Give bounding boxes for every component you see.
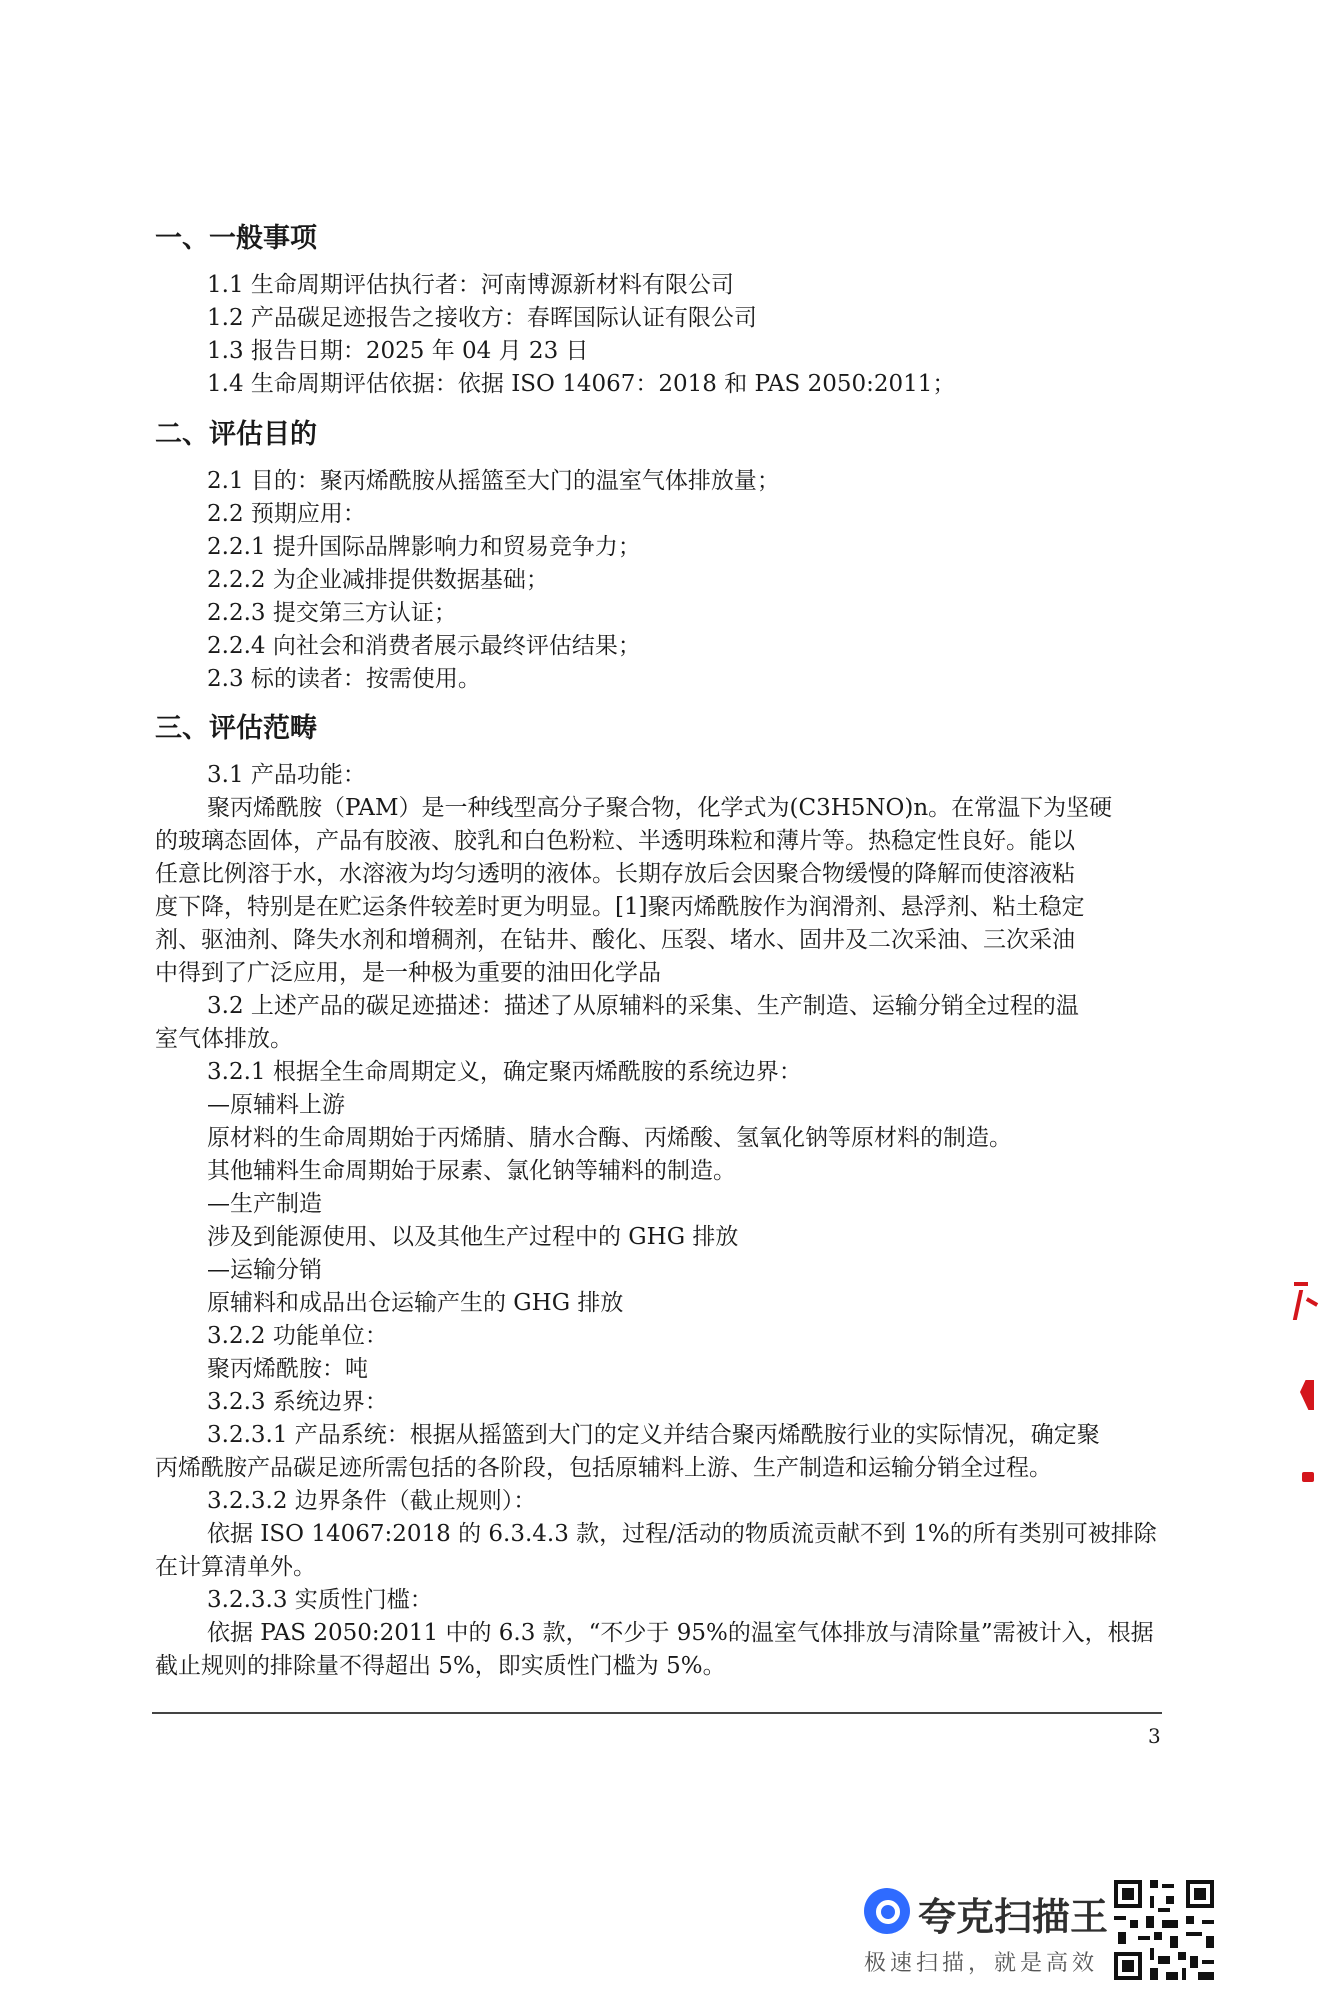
section-line: —原辅料上游 bbox=[207, 1092, 345, 1118]
section-line: 1.1 生命周期评估执行者：河南博源新材料有限公司 bbox=[207, 272, 734, 298]
section-line: 剂、驱油剂、降失水剂和增稠剂，在钻井、酸化、压裂、堵水、固井及二次采油、三次采油 bbox=[155, 927, 1075, 953]
section-line: 1.4 生命周期评估依据：依据 ISO 14067：2018 和 PAS 2050:2011； bbox=[207, 371, 956, 397]
app-name: 夸克扫描王 bbox=[918, 1895, 1109, 1939]
scanner-watermark bbox=[864, 1886, 1124, 1986]
section-line: 2.2.2 为企业减排提供数据基础； bbox=[207, 567, 549, 593]
section-heading-scope: 三、评估范畴 bbox=[155, 713, 317, 744]
section-line: 聚丙烯酰胺（PAM）是一种线型高分子聚合物，化学式为(C3H5NO)n。在常温下为坚硬 bbox=[207, 795, 1113, 821]
section-line: 2.2 预期应用： bbox=[207, 501, 366, 527]
section-heading-general: 一、一般事项 bbox=[155, 223, 317, 254]
app-slogan: 极速扫描，就是高效 bbox=[864, 1951, 1099, 1976]
section-line: 原辅料和成品出仓运输产生的 GHG 排放 bbox=[207, 1290, 624, 1316]
section-line: 2.2.1 提升国际品牌影响力和贸易竞争力； bbox=[207, 534, 641, 560]
footer-divider bbox=[152, 1712, 1162, 1714]
section-line: 依据 PAS 2050:2011 中的 6.3 款，“不少于 95%的温室气体排放与清除量”需被计入，根据 bbox=[207, 1620, 1154, 1646]
section-line: 截止规则的排除量不得超出 5%，即实质性门槛为 5%。 bbox=[155, 1653, 726, 1679]
section-line: —生产制造 bbox=[207, 1191, 322, 1217]
section-line: 3.2.3.3 实质性门槛： bbox=[207, 1587, 433, 1613]
section-line: 3.2 上述产品的碳足迹描述：描述了从原辅料的采集、生产制造、运输分销全过程的温 bbox=[207, 993, 1079, 1019]
qr-code-icon bbox=[1110, 1876, 1218, 1984]
section-line: 涉及到能源使用、以及其他生产过程中的 GHG 排放 bbox=[207, 1224, 739, 1250]
section-line: 其他辅料生命周期始于尿素、氯化钠等辅料的制造。 bbox=[207, 1158, 736, 1184]
section-line: 1.3 报告日期：2025 年 04 月 23 日 bbox=[207, 338, 589, 364]
section-heading-purpose: 二、评估目的 bbox=[155, 419, 317, 450]
section-line: 3.2.1 根据全生命周期定义，确定聚丙烯酰胺的系统边界： bbox=[207, 1059, 802, 1085]
section-line: 中得到了广泛应用，是一种极为重要的油田化学品 bbox=[155, 960, 661, 986]
section-line: —运输分销 bbox=[207, 1257, 322, 1283]
section-line: 2.3 标的读者：按需使用。 bbox=[207, 666, 481, 692]
section-line: 在计算清单外。 bbox=[155, 1554, 316, 1580]
section-line: 度下降，特别是在贮运条件较差时更为明显。[1]聚丙烯酰胺作为润滑剂、悬浮剂、粘土稳定 bbox=[155, 894, 1085, 920]
section-line: 聚丙烯酰胺：吨 bbox=[207, 1356, 368, 1382]
quark-logo-icon bbox=[864, 1888, 910, 1934]
section-line: 3.1 产品功能： bbox=[207, 762, 366, 788]
section-line: 丙烯酰胺产品碳足迹所需包括的各阶段，包括原辅料上游、生产制造和运输分销全过程。 bbox=[155, 1455, 1052, 1481]
section-line: 的玻璃态固体，产品有胶液、胶乳和白色粉粒、半透明珠粒和薄片等。热稳定性良好。能以 bbox=[155, 828, 1075, 854]
section-line: 3.2.2 功能单位： bbox=[207, 1323, 388, 1349]
section-line: 3.2.3.2 边界条件（截止规则）： bbox=[207, 1488, 537, 1514]
section-line: 1.2 产品碳足迹报告之接收方：春晖国际认证有限公司 bbox=[207, 305, 757, 331]
section-line: 2.1 目的：聚丙烯酰胺从摇篮至大门的温室气体排放量； bbox=[207, 468, 780, 494]
section-line: 任意比例溶于水，水溶液为均匀透明的液体。长期存放后会因聚合物缓慢的降解而使溶液粘 bbox=[155, 861, 1075, 887]
section-line: 2.2.3 提交第三方认证； bbox=[207, 600, 457, 626]
section-line: 原材料的生命周期始于丙烯腈、腈水合酶、丙烯酸、氢氧化钠等原材料的制造。 bbox=[207, 1125, 1012, 1151]
page-number: 3 bbox=[1148, 1724, 1161, 1748]
section-line: 3.2.3 系统边界： bbox=[207, 1389, 388, 1415]
section-line: 依据 ISO 14067:2018 的 6.3.4.3 款，过程/活动的物质流贡献不到 1%的所有类别可被排除 bbox=[207, 1521, 1157, 1547]
section-line: 2.2.4 向社会和消费者展示最终评估结果； bbox=[207, 633, 641, 659]
section-line: 3.2.3.1 产品系统：根据从摇篮到大门的定义并结合聚丙烯酰胺行业的实际情况，确定聚 bbox=[207, 1422, 1100, 1448]
section-line: 室气体排放。 bbox=[155, 1026, 293, 1052]
